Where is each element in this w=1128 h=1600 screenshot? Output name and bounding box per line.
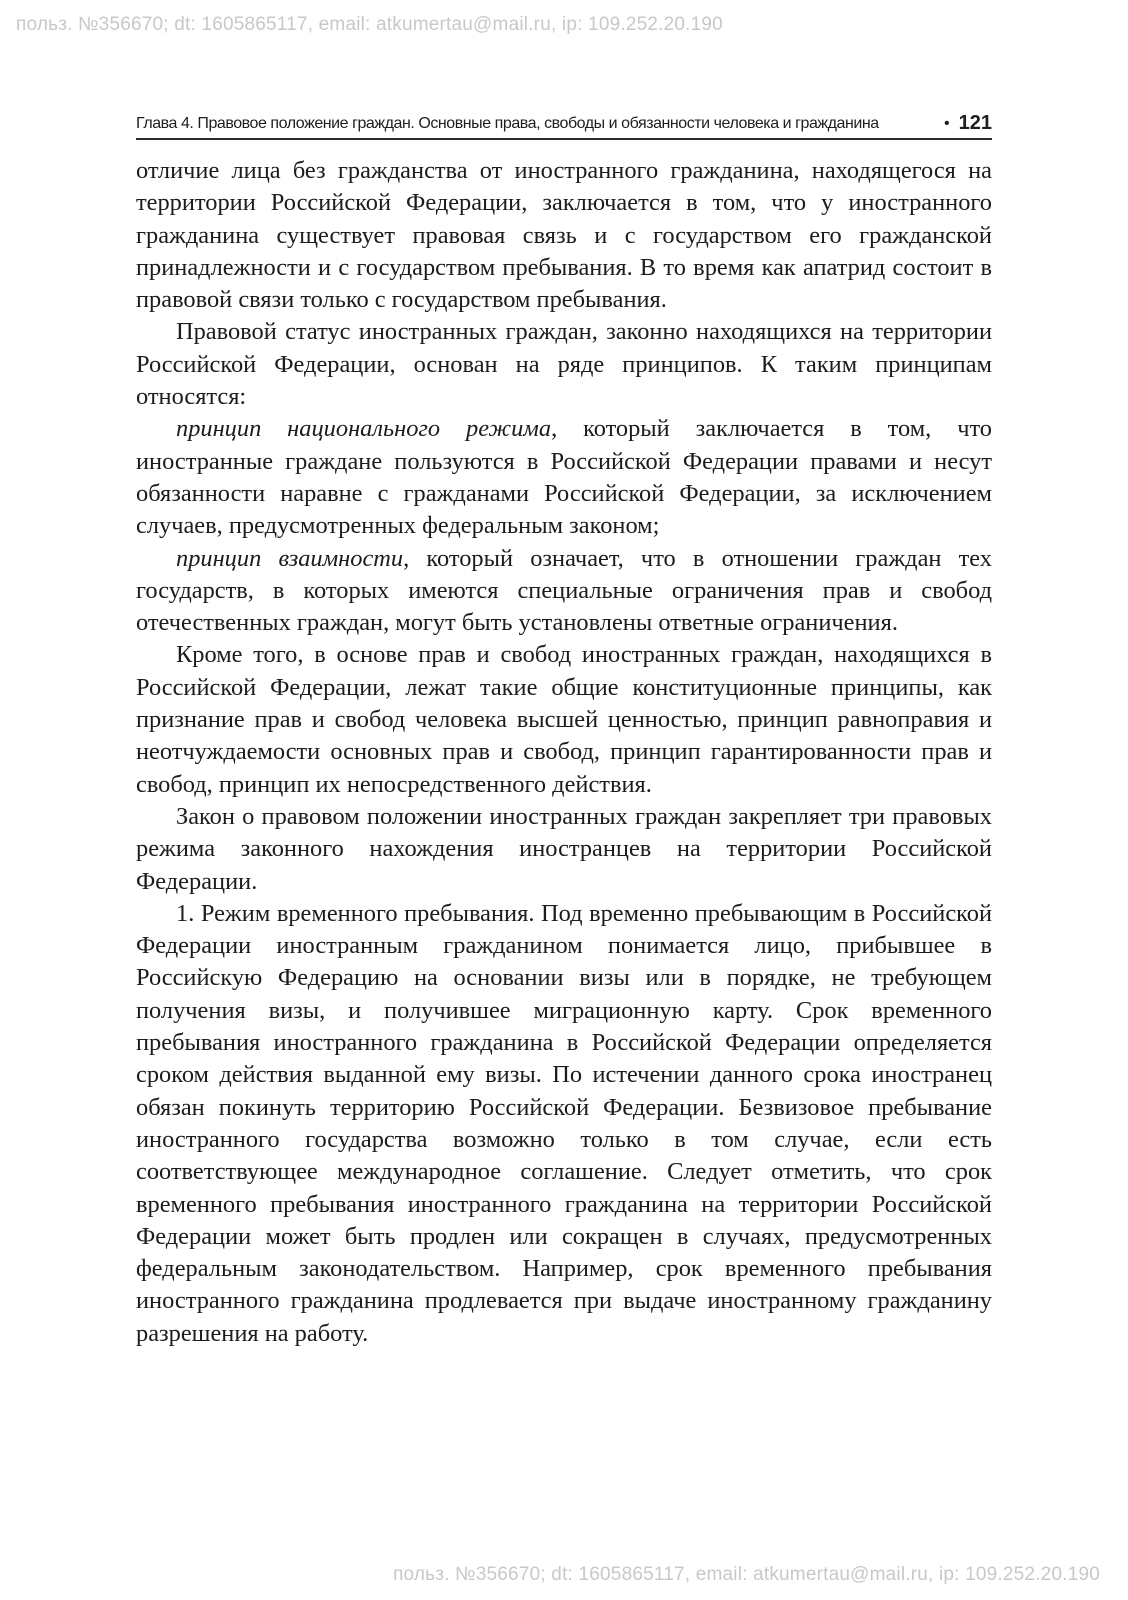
body-text [136, 155, 992, 1350]
watermark-bottom: польз. №356670; dt: 1605865117, email: atkumertau@mail.ru, ip: 109.252.20.190 [393, 1564, 1100, 1585]
paragraph: 1. Режим временного пребывания. Под временно пребывающим в Российской Федерации иностранным гражданином понимается лицо, прибывшее в Российскую Федерацию на основании визы или в порядке, не требующем получения визы, и получившее миграционную карту. Срок временного пребывания иностранного гражданина в Российской Федерации определяется сроком действия выданной ему визы. По истечении данного срока иностранец обязан покинуть территорию Российской Федерации. Безвизовое пребывание иностранного государства возможно только в том случае, если есть соответствующее международное соглашение. Следует отметить, что срок временного пребывания иностранного гражданина на территории Российской Федерации может быть продлен или сокращен в случаях, предусмотренных федеральным законодательством. Например, срок временного пребывания иностранного гражданина продлевается при выдаче иностранному гражданину разрешения на работу. [136, 899, 992, 1347]
chapter-title: Глава 4. Правовое положение граждан. Основные права, свободы и обязанности человека и гражданина [136, 115, 879, 132]
bullet-separator: • [944, 115, 950, 132]
italic-term: принцип взаимности [176, 544, 404, 572]
running-header [136, 104, 992, 140]
paragraph: Правовой статус иностранных граждан, законно находящихся на территории Российской Федерации, основан на ряде принципов. К таким принципам относятся: [136, 318, 992, 411]
page-number: 121 [958, 112, 992, 134]
paragraph-text: , который заключается в том, что иностранные граждане пользуются в Российской Федерации правами и несут обязанности наравне с гражданами Российской Федерации, за исключением случаев, предусмотренных федеральным законом; [136, 415, 992, 540]
paragraph: Закон о правовом положении иностранных граждан закрепляет три правовых режима законного нахождения иностранцев на территории Российской Федерации. [136, 802, 992, 895]
italic-term: принцип национального режима [176, 415, 552, 443]
paragraph-text: , который означает, что в отношении граждан тех государств, в которых имеются специальные ограничения прав и свобод отечественных граждан, могут быть установлены ответные ограничения. [136, 544, 992, 637]
paragraph [136, 543, 992, 640]
paragraph: отличие лица без гражданства от иностранного гражданина, находящегося на территории Российской Федерации, заключается в том, что у иностранного гражданина существует правовая связь и с государством его гражданской принадлежности и с государством пребывания. В то время как апатрид состоит в правовой связи только с государством пребывания. [136, 157, 992, 314]
paragraph [136, 413, 992, 542]
paragraph: Кроме того, в основе прав и свобод иностранных граждан, находящихся в Российской Федерации, лежат такие общие конституционные принципы, как признание прав и свобод человека высшей ценностью, принцип равноправия и неотчуждаемости основных прав и свобод, принцип гарантированности прав и свобод, принцип их непосредственного действия. [136, 641, 992, 798]
watermark-top: польз. №356670; dt: 1605865117, email: atkumertau@mail.ru, ip: 109.252.20.190 [16, 14, 723, 35]
header-page-block [938, 112, 992, 138]
